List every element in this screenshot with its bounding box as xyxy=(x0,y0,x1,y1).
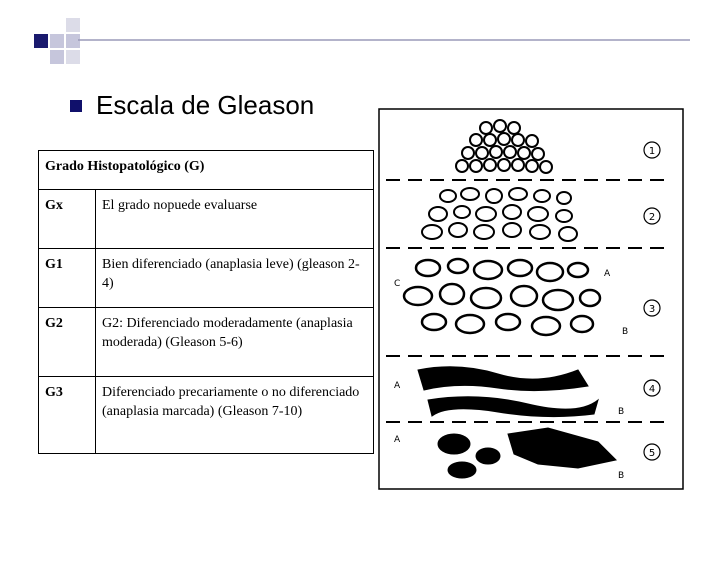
region-letter: C xyxy=(394,279,401,289)
region-letter: A xyxy=(604,269,611,279)
corner-decoration xyxy=(0,0,728,80)
pattern-number: 1 xyxy=(648,146,656,157)
bullet-icon xyxy=(70,100,82,112)
grade-cell: Gx xyxy=(39,190,96,249)
description-cell: Bien diferenciado (anaplasia leve) (gleason 2-4) xyxy=(96,249,374,308)
title-bullet-row xyxy=(70,90,314,121)
table-row xyxy=(39,377,374,454)
region-letter: B xyxy=(618,471,625,481)
table-header: Grado Histopatológico (G) xyxy=(39,151,374,190)
gleason-pattern-diagram xyxy=(378,108,684,490)
pattern-number: 3 xyxy=(648,304,656,315)
region-letter: B xyxy=(618,407,625,417)
table-row xyxy=(39,249,374,308)
grade-cell: G1 xyxy=(39,249,96,308)
pattern-number: 2 xyxy=(648,212,656,223)
description-cell: G2: Diferenciado moderadamente (anaplasia moderada) (Gleason 5-6) xyxy=(96,308,374,377)
description-cell: El grado nopuede evaluarse xyxy=(96,190,374,249)
table-row xyxy=(39,308,374,377)
pattern-number: 5 xyxy=(648,448,656,459)
pattern-number: 4 xyxy=(648,384,656,395)
gleason-table xyxy=(38,150,374,454)
grade-cell: G2 xyxy=(39,308,96,377)
grade-cell: G3 xyxy=(39,377,96,454)
region-letter: A xyxy=(394,435,401,445)
region-letter: B xyxy=(622,327,629,337)
table-header-row xyxy=(39,151,374,190)
region-letter: A xyxy=(394,381,401,391)
table-row xyxy=(39,190,374,249)
slide-title: Escala de Gleason xyxy=(96,90,315,120)
description-cell: Diferenciado precariamente o no diferenciado (anaplasia marcada) (Gleason 7-10) xyxy=(96,377,374,454)
